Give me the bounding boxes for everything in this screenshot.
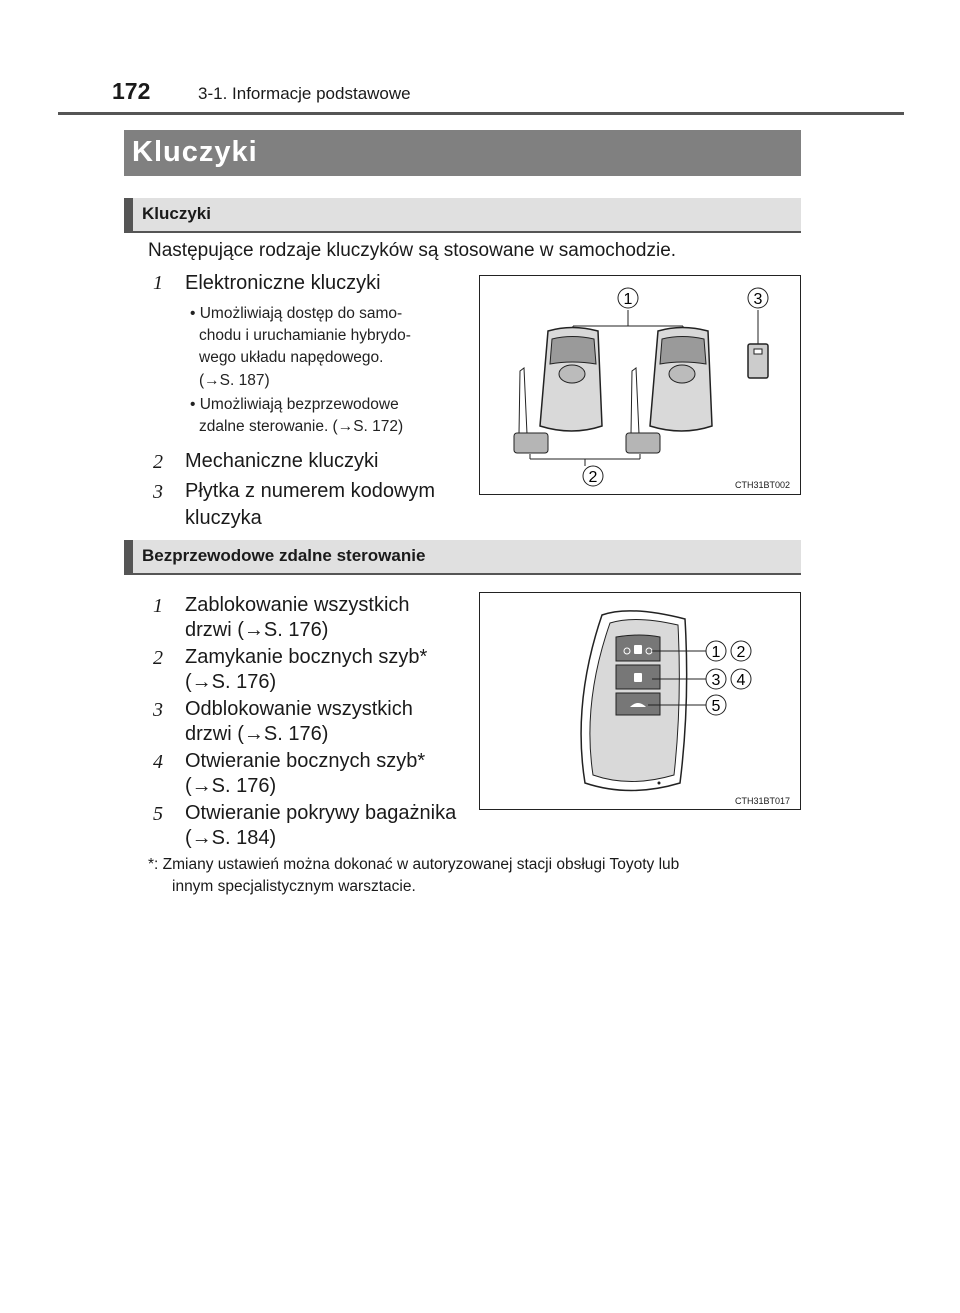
callout-3: 3 bbox=[753, 291, 763, 308]
subsection-title-keys: Kluczyki bbox=[142, 204, 211, 223]
header-rule bbox=[58, 112, 904, 115]
item-label: Odblokowanie wszystkich bbox=[185, 698, 413, 720]
item-number: 4 bbox=[153, 751, 163, 773]
page-title: Kluczyki bbox=[132, 136, 258, 168]
item-label: kluczyka bbox=[185, 507, 262, 529]
remote-illustration bbox=[480, 593, 800, 809]
item-number: 5 bbox=[153, 803, 163, 825]
item-label: drzwi (→S. 176) bbox=[185, 723, 329, 745]
figure-code: CTH31BT017 bbox=[735, 796, 791, 806]
bullet-text: chodu i uruchamianie hybrydo- bbox=[199, 327, 411, 344]
item-label: drzwi (→S. 176) bbox=[185, 619, 329, 641]
item-label: (→S. 176) bbox=[185, 775, 277, 797]
subsection-header-keys bbox=[124, 198, 801, 233]
footnote: *: Zmiany ustawień można dokonać w autoryzowanej stacji obsługi Toyoty lub bbox=[148, 856, 680, 873]
bullet-text: zdalne sterowanie. (→S. 172) bbox=[199, 418, 404, 435]
callout-2: 2 bbox=[588, 469, 598, 486]
subsection-marker bbox=[124, 540, 133, 575]
item-label: Płytka z numerem kodowym bbox=[185, 480, 436, 502]
figure-keys bbox=[479, 275, 801, 495]
item-label: Elektroniczne kluczyki bbox=[185, 272, 381, 294]
item-number: 2 bbox=[153, 451, 163, 473]
bullet-text: (→S. 187) bbox=[199, 372, 270, 389]
subsection-marker bbox=[124, 198, 133, 233]
subsection-header-remote bbox=[124, 540, 801, 575]
callout-1: 1 bbox=[711, 644, 721, 661]
callout-5: 5 bbox=[711, 698, 721, 715]
section-title: 3-1. Informacje podstawowe bbox=[198, 84, 411, 103]
intro-text: Następujące rodzaje kluczyków są stosowane w samochodzie. bbox=[148, 240, 677, 261]
item-number: 3 bbox=[153, 699, 163, 721]
figure-code: CTH31BT002 bbox=[735, 480, 791, 490]
page-title-bar bbox=[124, 130, 801, 176]
keys-illustration bbox=[480, 276, 800, 494]
callout-1: 1 bbox=[623, 291, 633, 308]
item-label: Zamykanie bocznych szyb* bbox=[185, 646, 428, 668]
callout-3: 3 bbox=[711, 672, 721, 689]
bullet-text: • Umożliwiają dostęp do samo- bbox=[190, 305, 403, 322]
bullet-text: • Umożliwiają bezprzewodowe bbox=[190, 396, 399, 413]
item-number: 1 bbox=[153, 595, 163, 617]
item-label: Mechaniczne kluczyki bbox=[185, 450, 379, 472]
item-label: (→S. 184) bbox=[185, 827, 277, 849]
item-number: 2 bbox=[153, 647, 163, 669]
item-label: (→S. 176) bbox=[185, 671, 277, 693]
page-number: 172 bbox=[112, 78, 151, 104]
item-label: Otwieranie pokrywy bagażnika bbox=[185, 802, 457, 824]
footnote: innym specjalistycznym warsztacie. bbox=[172, 878, 416, 895]
item-number: 1 bbox=[153, 272, 163, 294]
subsection-title-remote: Bezprzewodowe zdalne sterowanie bbox=[142, 546, 426, 565]
bullet-text: wego układu napędowego. bbox=[199, 349, 384, 366]
item-number: 3 bbox=[153, 481, 163, 503]
item-label: Zablokowanie wszystkich bbox=[185, 594, 410, 616]
item-label: Otwieranie bocznych szyb* bbox=[185, 750, 426, 772]
callout-2: 2 bbox=[736, 644, 746, 661]
callout-4: 4 bbox=[736, 672, 746, 689]
figure-remote bbox=[479, 592, 801, 810]
